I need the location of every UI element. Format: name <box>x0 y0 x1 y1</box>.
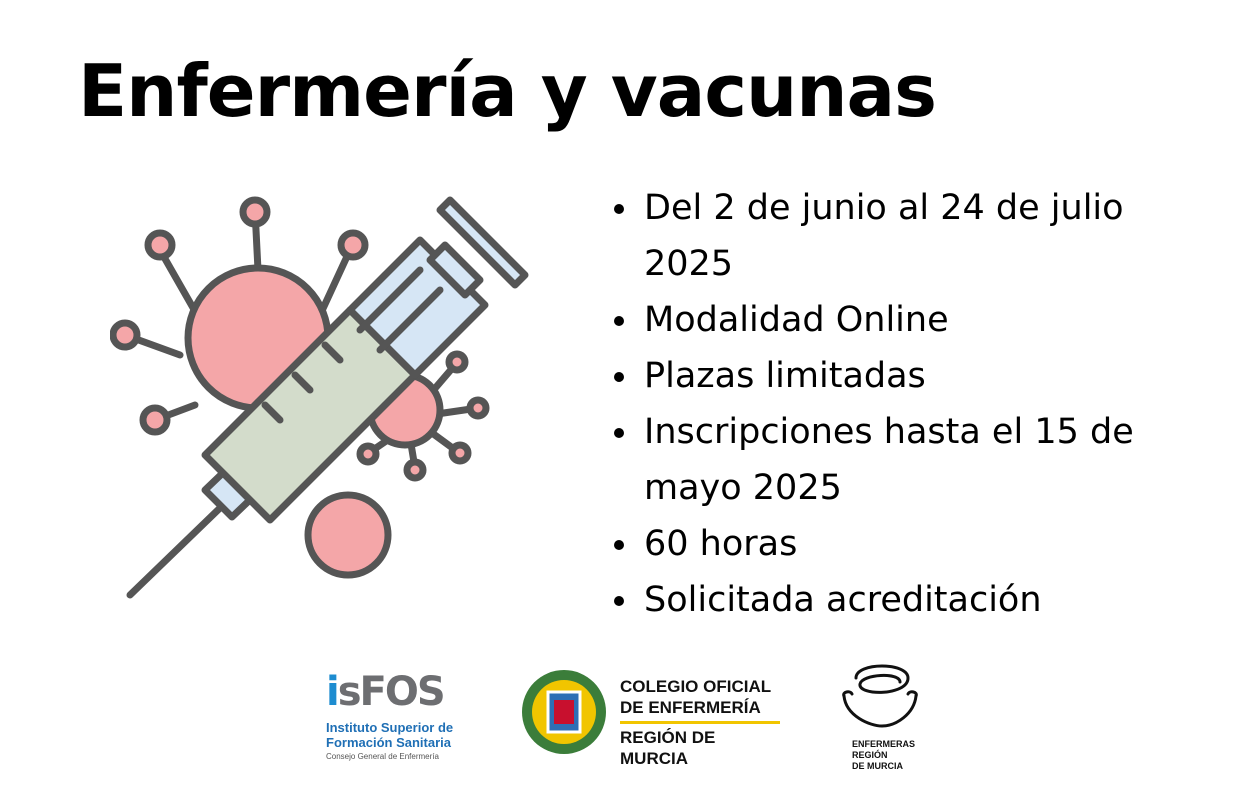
page-title: Enfermería y vacunas <box>78 49 936 133</box>
colegio-text <box>620 676 788 769</box>
detail-places <box>612 348 1212 404</box>
isfos-logo <box>326 670 466 761</box>
colegio-logo <box>518 666 788 768</box>
isfos-name-line1: Instituto Superior de <box>326 720 454 735</box>
bullet-dot <box>614 540 624 550</box>
detail-text: Modalidad Online <box>644 300 949 340</box>
bullet-dot <box>614 372 624 382</box>
detail-text: Inscripciones hasta el 15 de mayo 2025 <box>644 412 1134 508</box>
detail-text: Solicitada acreditación <box>644 580 1042 620</box>
bullet-dot <box>614 204 624 214</box>
enfermeras-line1: ENFERMERAS <box>852 739 916 749</box>
colegio-divider <box>620 721 780 724</box>
detail-text: 60 horas <box>644 524 798 564</box>
colegio-line3: REGIÓN DE MURCIA <box>620 728 716 768</box>
detail-accreditation <box>612 572 1212 628</box>
colegio-line2: DE ENFERMERÍA <box>620 698 761 717</box>
detail-dates <box>612 180 1212 292</box>
enfermeras-murcia-logo <box>836 656 936 772</box>
isfos-subtitle: Consejo General de Enfermería <box>326 752 439 761</box>
syringe-virus-icon <box>110 190 530 610</box>
isfos-mark <box>326 670 466 714</box>
isfos-mark-a: i <box>326 669 338 715</box>
detail-hours <box>612 516 1212 572</box>
course-details-list <box>612 180 1212 628</box>
enfermeras-text <box>836 739 936 772</box>
isfos-mark-b: sFOS <box>337 669 444 715</box>
detail-text: Plazas limitadas <box>644 356 926 396</box>
detail-text: Del 2 de junio al 24 de julio 2025 <box>644 188 1124 284</box>
isfos-name-line2: Formación Sanitaria <box>326 735 451 750</box>
enfermeras-line2: REGIÓN <box>852 750 888 760</box>
vaccine-illustration <box>110 190 530 615</box>
detail-registration <box>612 404 1212 516</box>
isfos-name <box>326 720 466 750</box>
detail-modality <box>612 292 1212 348</box>
bullet-dot <box>614 596 624 606</box>
sponsor-logos <box>0 652 1240 782</box>
colegio-line1: COLEGIO OFICIAL <box>620 677 772 696</box>
coat-of-arms-icon <box>518 666 610 758</box>
bullet-dot <box>614 428 624 438</box>
bullet-dot <box>614 316 624 326</box>
hug-emblem-icon <box>836 656 922 734</box>
enfermeras-line3: DE MURCIA <box>852 761 903 771</box>
